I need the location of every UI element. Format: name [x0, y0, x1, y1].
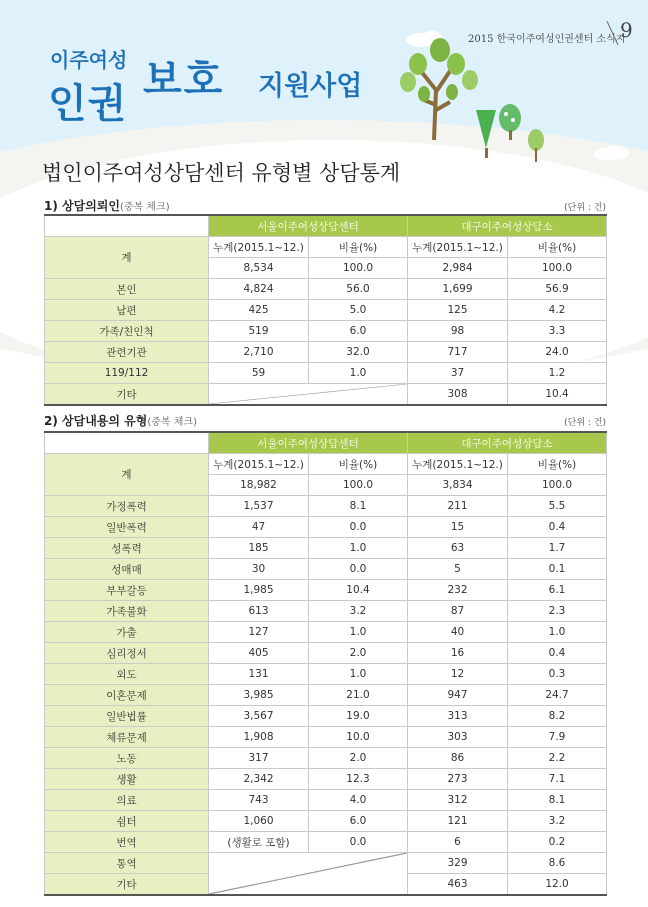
- cell-c2: 1,699: [408, 279, 508, 300]
- cell-r2: 1.0: [508, 622, 607, 643]
- cell-c2: 312: [408, 790, 508, 811]
- cell-r2: 1.7: [508, 538, 607, 559]
- row-label: 성폭력: [45, 538, 209, 559]
- ratio-header: 비율(%): [309, 237, 408, 258]
- cell-r2: 2.2: [508, 748, 607, 769]
- total-r2: 100.0: [508, 475, 607, 496]
- row-label: 일반법률: [45, 706, 209, 727]
- cell-r1: 3.2: [309, 601, 408, 622]
- cell-c2: 329: [408, 853, 508, 874]
- cell-r2: 1.2: [508, 363, 607, 384]
- center1-header: 서울이주여성상담센터: [209, 215, 408, 237]
- total-r1: 100.0: [309, 475, 408, 496]
- center2-header: 대구이주여성상담소: [408, 215, 607, 237]
- cell-c2: 12: [408, 664, 508, 685]
- cell-c1: 743: [209, 790, 309, 811]
- cell-c1: 131: [209, 664, 309, 685]
- cell-r1: 0.0: [309, 517, 408, 538]
- blank-cell: [209, 853, 408, 896]
- section1-title: [44, 197, 170, 214]
- cell-r1: 0.0: [309, 832, 408, 853]
- cell-c1: 425: [209, 300, 309, 321]
- cell-r1: 1.0: [309, 538, 408, 559]
- cell-c2: 463: [408, 874, 508, 896]
- table-row: [45, 685, 607, 706]
- section2-title-text: 2) 상담내용의 유형: [44, 414, 148, 428]
- table-row: [45, 321, 607, 342]
- cell-c2: 15: [408, 517, 508, 538]
- table-row: [45, 853, 607, 874]
- section2-note: (중복 체크): [147, 417, 197, 428]
- cell-c1: 4,824: [209, 279, 309, 300]
- ratio-header: 비율(%): [508, 237, 607, 258]
- cell-c1: 3,567: [209, 706, 309, 727]
- page-number: 9: [620, 18, 633, 42]
- tree-illustration: [390, 30, 630, 180]
- cell-c1: 1,985: [209, 580, 309, 601]
- table-row: [45, 279, 607, 300]
- cell-r2: 6.1: [508, 580, 607, 601]
- cell-c2: 125: [408, 300, 508, 321]
- row-label: 번역: [45, 832, 209, 853]
- cell-c2: 211: [408, 496, 508, 517]
- center2-header: 대구이주여성상담소: [408, 432, 607, 454]
- cell-r2: 5.5: [508, 496, 607, 517]
- cell-r1: 2.0: [309, 643, 408, 664]
- total-c1: 18,982: [209, 475, 309, 496]
- cell-r2: 8.6: [508, 853, 607, 874]
- table-row: [45, 643, 607, 664]
- cell-r2: 7.9: [508, 727, 607, 748]
- row-label: 심리정서: [45, 643, 209, 664]
- cell-c1: 613: [209, 601, 309, 622]
- table-row: [45, 664, 607, 685]
- table-row: [45, 706, 607, 727]
- cell-c2: 308: [408, 384, 508, 406]
- total-c1: 8,534: [209, 258, 309, 279]
- total-r1: 100.0: [309, 258, 408, 279]
- cell-r2: 3.3: [508, 321, 607, 342]
- cell-r1: 10.4: [309, 580, 408, 601]
- page-title: 법인이주여성상담센터 유형별 상담통계: [42, 161, 401, 185]
- cell-r1: 5.0: [309, 300, 408, 321]
- cell-c1: 47: [209, 517, 309, 538]
- count-header: 누계(2015.1~12.): [408, 454, 508, 475]
- cell-c1: 405: [209, 643, 309, 664]
- row-label: 남편: [45, 300, 209, 321]
- total-r2: 100.0: [508, 258, 607, 279]
- cell-r1: 12.3: [309, 769, 408, 790]
- cell-c2: 16: [408, 643, 508, 664]
- cell-c2: 232: [408, 580, 508, 601]
- cell-r2: 0.4: [508, 517, 607, 538]
- section2-unit: (단위 : 건): [564, 418, 606, 428]
- row-label: 부부갈등: [45, 580, 209, 601]
- cell-r1: 1.0: [309, 622, 408, 643]
- cell-c2: 87: [408, 601, 508, 622]
- table-row: [45, 496, 607, 517]
- cell-r1: 19.0: [309, 706, 408, 727]
- blank-cell: [209, 384, 408, 406]
- cell-r2: 56.9: [508, 279, 607, 300]
- cell-c1: 127: [209, 622, 309, 643]
- total-c2: 3,834: [408, 475, 508, 496]
- row-label: 노동: [45, 748, 209, 769]
- table-row: [45, 811, 607, 832]
- cell-r2: 0.2: [508, 832, 607, 853]
- cell-r2: 8.2: [508, 706, 607, 727]
- cell-c2: 313: [408, 706, 508, 727]
- cell-c1: 519: [209, 321, 309, 342]
- cell-r2: 12.0: [508, 874, 607, 896]
- table-row: [45, 580, 607, 601]
- count-header: 누계(2015.1~12.): [408, 237, 508, 258]
- table-row: [45, 727, 607, 748]
- cell-c2: 5: [408, 559, 508, 580]
- cell-c2: 98: [408, 321, 508, 342]
- row-label: 통역: [45, 853, 209, 874]
- table-row: [45, 538, 607, 559]
- corner-cell: [45, 432, 209, 454]
- row-label: 생활: [45, 769, 209, 790]
- big-tree-icon: [400, 38, 478, 140]
- cell-r2: 0.4: [508, 643, 607, 664]
- cell-c1: 1,537: [209, 496, 309, 517]
- total-label: 계: [45, 237, 209, 279]
- row-label: 이혼문제: [45, 685, 209, 706]
- diagonal-line: [209, 853, 407, 894]
- cell-r2: 0.3: [508, 664, 607, 685]
- newsletter-header: 2015 한국이주여성인권센터 소식지: [468, 34, 626, 45]
- row-label: 가정폭력: [45, 496, 209, 517]
- table-row: [45, 832, 607, 853]
- banner-line2: 인권: [48, 81, 128, 127]
- row-label: 기타: [45, 874, 209, 896]
- total-c2: 2,984: [408, 258, 508, 279]
- row-label: 가족/친인척: [45, 321, 209, 342]
- table-row: [45, 342, 607, 363]
- row-label: 성매매: [45, 559, 209, 580]
- row-label: 본인: [45, 279, 209, 300]
- table-row: [45, 790, 607, 811]
- row-label: 의료: [45, 790, 209, 811]
- cell-r1: 32.0: [309, 342, 408, 363]
- cell-r1: 56.0: [309, 279, 408, 300]
- cell-r2: 4.2: [508, 300, 607, 321]
- small-tree-icon: [528, 129, 544, 162]
- consultation-type-table: [44, 431, 607, 896]
- table-row: [45, 622, 607, 643]
- table-row: [45, 363, 607, 384]
- total-label: 계: [45, 454, 209, 496]
- cell-r1: 2.0: [309, 748, 408, 769]
- row-label: 쉼터: [45, 811, 209, 832]
- section2-title: [44, 412, 197, 429]
- cell-r1: 6.0: [309, 321, 408, 342]
- cell-r1: 0.0: [309, 559, 408, 580]
- corner-cell: [45, 215, 209, 237]
- cell-c1: 185: [209, 538, 309, 559]
- row-label: 체류문제: [45, 727, 209, 748]
- banner-line3: 보호: [143, 57, 225, 103]
- cell-r1: 10.0: [309, 727, 408, 748]
- pine-tree-icon: [476, 110, 496, 158]
- client-stats-table: [44, 214, 607, 406]
- cell-c1: 1,060: [209, 811, 309, 832]
- cell-r1: 8.1: [309, 496, 408, 517]
- cell-c1: 59: [209, 363, 309, 384]
- cell-c2: 273: [408, 769, 508, 790]
- cell-c1: 2,710: [209, 342, 309, 363]
- row-label: 관련기관: [45, 342, 209, 363]
- cell-c2: 717: [408, 342, 508, 363]
- ratio-header: 비율(%): [309, 454, 408, 475]
- cell-c2: 303: [408, 727, 508, 748]
- round-tree-icon: [499, 104, 521, 140]
- row-label: 외도: [45, 664, 209, 685]
- row-label: 가출: [45, 622, 209, 643]
- cell-c2: 121: [408, 811, 508, 832]
- cell-r2: 24.7: [508, 685, 607, 706]
- cell-r2: 8.1: [508, 790, 607, 811]
- cell-r2: 2.3: [508, 601, 607, 622]
- cell-r2: 24.0: [508, 342, 607, 363]
- cell-c2: 37: [408, 363, 508, 384]
- cell-r2: 0.1: [508, 559, 607, 580]
- cell-r2: 10.4: [508, 384, 607, 406]
- table-row: [45, 748, 607, 769]
- cell-r2: 3.2: [508, 811, 607, 832]
- cell-c2: 40: [408, 622, 508, 643]
- cell-c1: 3,985: [209, 685, 309, 706]
- banner-line4: 지원사업: [258, 71, 363, 102]
- diagonal-line: [209, 384, 407, 404]
- cell-c1: 30: [209, 559, 309, 580]
- cell-c2: 86: [408, 748, 508, 769]
- section1-note: (중복 체크): [119, 202, 170, 213]
- count-header: 누계(2015.1~12.): [209, 237, 309, 258]
- table-row: [45, 300, 607, 321]
- row-label: 가족불화: [45, 601, 209, 622]
- cell-c1: 317: [209, 748, 309, 769]
- section1-title-text: 1) 상담의뢰인: [44, 199, 120, 213]
- row-label: 일반폭력: [45, 517, 209, 538]
- cell-c2: 947: [408, 685, 508, 706]
- cell-r1: 1.0: [309, 363, 408, 384]
- cloud-icon: [594, 146, 629, 160]
- row-label: 119/112: [45, 363, 209, 384]
- cell-c1: 1,908: [209, 727, 309, 748]
- center1-header: 서울이주여성상담센터: [209, 432, 408, 454]
- cell-c1: 2,342: [209, 769, 309, 790]
- table-row: [45, 601, 607, 622]
- count-header: 누계(2015.1~12.): [209, 454, 309, 475]
- cell-c2: 6: [408, 832, 508, 853]
- row-label: 기타: [45, 384, 209, 406]
- cell-r1: 21.0: [309, 685, 408, 706]
- cell-c1: (생활로 포함): [209, 832, 309, 853]
- table-row: [45, 769, 607, 790]
- banner-line1: 이주여성: [50, 48, 128, 72]
- cell-r2: 7.1: [508, 769, 607, 790]
- cell-c2: 63: [408, 538, 508, 559]
- table-row: [45, 384, 607, 406]
- ratio-header: 비율(%): [508, 454, 607, 475]
- cell-r1: 6.0: [309, 811, 408, 832]
- section1-unit: (단위 : 건): [564, 203, 606, 213]
- table-row: [45, 517, 607, 538]
- cell-r1: 4.0: [309, 790, 408, 811]
- cell-r1: 1.0: [309, 664, 408, 685]
- table-row: [45, 559, 607, 580]
